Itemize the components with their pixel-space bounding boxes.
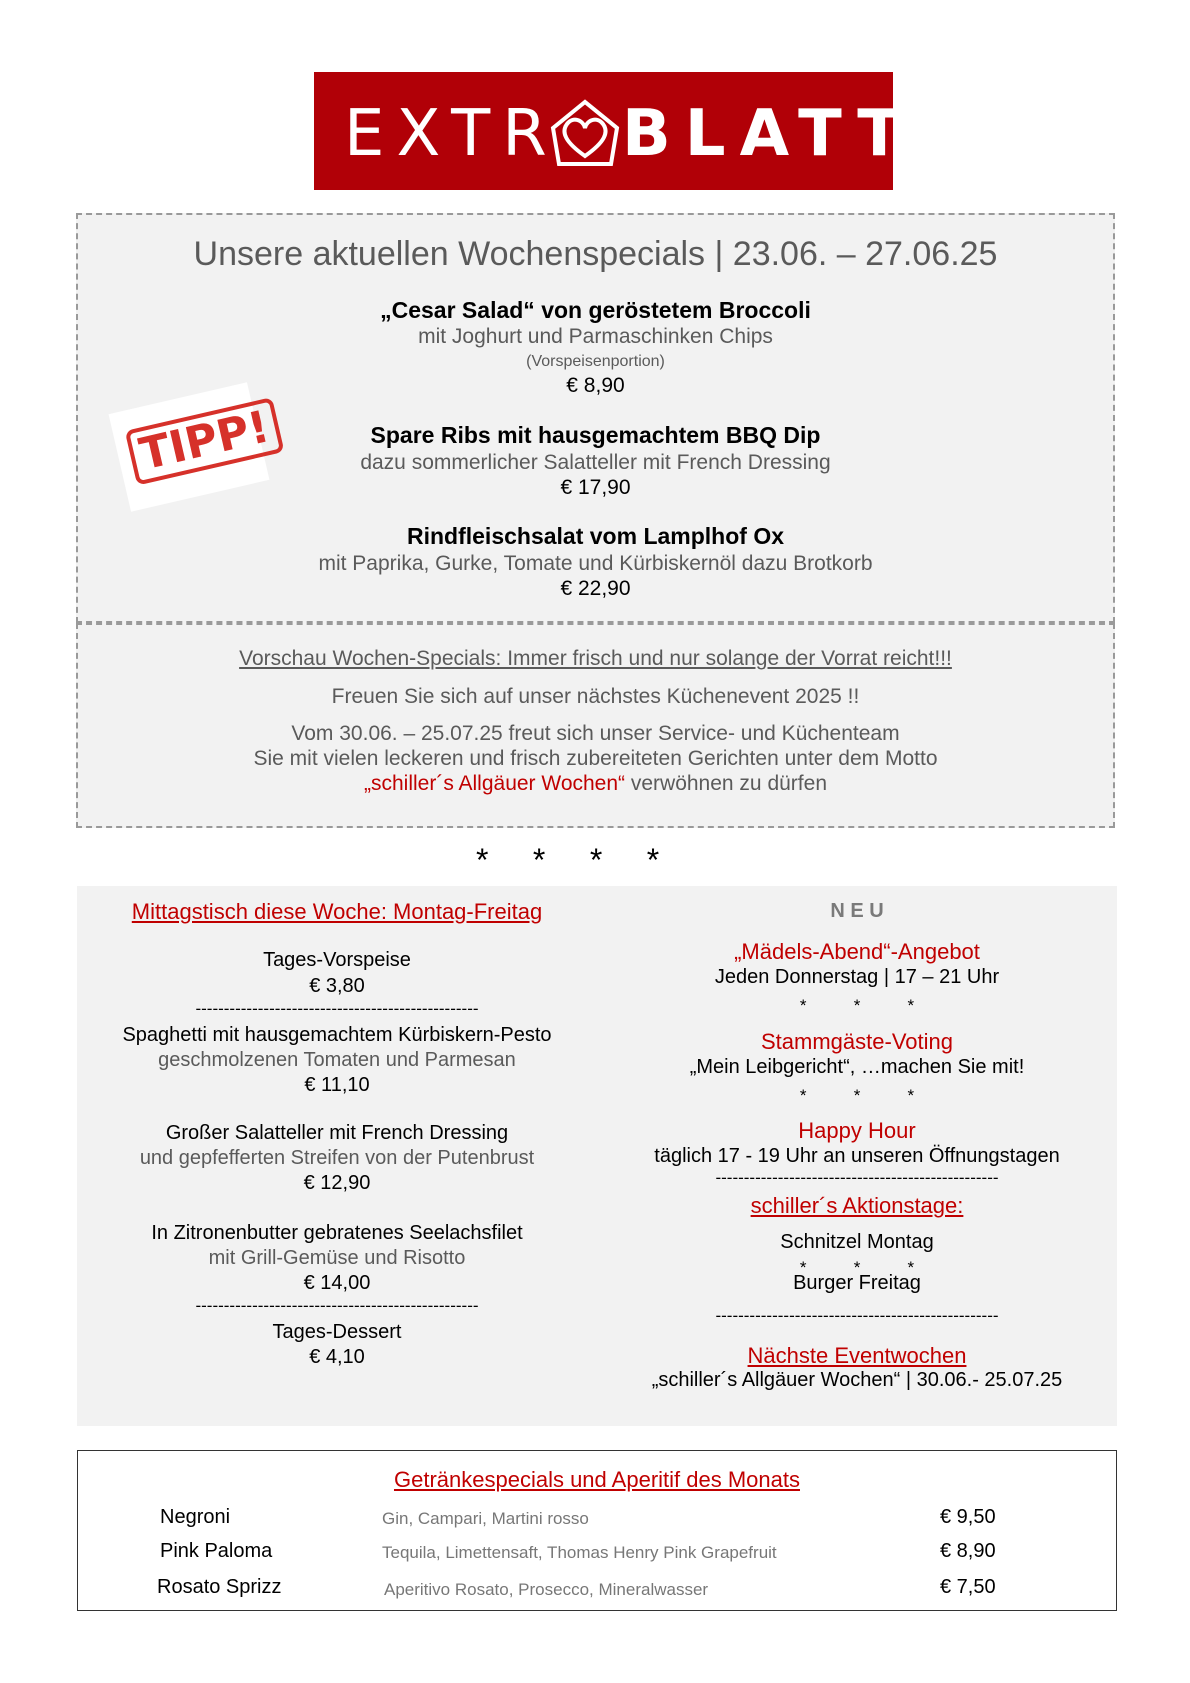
main-desc: und gepfefferten Streifen von der Putenbrust <box>139 1147 535 1169</box>
preview-line: Freuen Sie sich auf unser nächstes Küchenevent 2025 !! <box>331 685 860 708</box>
dish-price: € 8,90 <box>566 374 625 397</box>
drink-name: Pink Paloma <box>160 1540 273 1562</box>
action-title: schiller´s Aktionstage: <box>750 1193 964 1218</box>
lunch-heading: Mittagstisch diese Woche: Montag-Freitag <box>131 899 543 924</box>
drink-desc: Gin, Campari, Martini rosso <box>382 1509 589 1528</box>
news-column <box>597 886 1117 1426</box>
main-desc: mit Grill-Gemüse und Risotto <box>208 1247 466 1269</box>
preview-heading: Vorschau Wochen-Specials: Immer frisch und nur solange der Vorrat reicht!!! <box>239 647 952 670</box>
dish-name: Rindfleischsalat vom Lamplhof Ox <box>406 523 785 549</box>
star-row: * * * <box>799 1258 915 1277</box>
main-name: In Zitronenbutter gebratenes Seelachsfilet <box>151 1222 523 1244</box>
drink-price: € 7,50 <box>940 1576 996 1598</box>
main-name: Großer Salatteller mit French Dressing <box>165 1122 509 1144</box>
lunch-section <box>77 886 1117 1426</box>
drink-name: Negroni <box>160 1506 231 1528</box>
preview-line: Vom 30.06. – 25.07.25 freut sich unser Service- und Küchenteam <box>291 722 900 745</box>
dessert-price: € 4,10 <box>309 1346 365 1368</box>
main-price: € 14,00 <box>303 1272 371 1294</box>
main-price: € 12,90 <box>303 1172 371 1194</box>
star-row: * * * <box>799 1086 915 1105</box>
lunch-column <box>77 886 597 1426</box>
news-label: N E U <box>830 900 884 922</box>
preview-box <box>76 623 1115 828</box>
dish-desc: mit Joghurt und Parmaschinken Chips <box>418 325 773 348</box>
dish-name: „Cesar Salad“ von geröstetem Broccoli <box>380 297 811 323</box>
main-name: Spaghetti mit hausgemachtem Kürbiskern-Pesto <box>122 1024 552 1046</box>
dish-desc: mit Paprika, Gurke, Tomate und Kürbiskernöl dazu Brotkorb <box>318 552 873 575</box>
dish-desc: dazu sommerlicher Salatteller mit French Dressing <box>360 451 831 474</box>
drink-price: € 8,90 <box>940 1540 996 1562</box>
drink-desc: Aperitivo Rosato, Prosecco, Mineralwasser <box>384 1580 709 1599</box>
logo-text-right: BLATT <box>622 97 915 171</box>
action-item: Schnitzel Montag <box>780 1231 934 1253</box>
drinks-box <box>77 1450 1117 1611</box>
preview-line <box>78 772 1113 796</box>
offer-text: Jeden Donnerstag | 17 – 21 Uhr <box>714 966 1000 988</box>
offer-text: „Mein Leibgericht“, …machen Sie mit! <box>689 1056 1025 1078</box>
logo <box>314 72 915 190</box>
drink-price: € 9,50 <box>940 1506 996 1528</box>
dish-price: € 22,90 <box>560 577 631 600</box>
starter-name: Tages-Vorspeise <box>263 949 411 971</box>
dish-price: € 17,90 <box>560 476 631 499</box>
motto-text: „schiller´s Allgäuer Wochen“ <box>363 772 626 795</box>
events-text: „schiller´s Allgäuer Wochen“ | 30.06.- 25.07.25 <box>651 1369 1063 1391</box>
events-title: Nächste Eventwochen <box>747 1343 967 1368</box>
dashed-divider: -------------------------------------------------- <box>715 1168 999 1187</box>
starter-price: € 3,80 <box>309 975 365 997</box>
main-price: € 11,10 <box>304 1074 370 1096</box>
action-item: Burger Freitag <box>793 1272 921 1294</box>
dish-note: (Vorspeisenportion) <box>526 353 665 370</box>
dish-name: Spare Ribs mit hausgemachtem BBQ Dip <box>370 422 821 448</box>
specials-title: Unsere aktuellen Wochenspecials | 23.06. – 27.06.25 <box>193 235 998 273</box>
dessert-name: Tages-Dessert <box>272 1321 402 1343</box>
star-row: * * * <box>799 996 915 1015</box>
dashed-divider: -------------------------------------------------- <box>195 999 479 1018</box>
drinks-heading: Getränkespecials und Aperitif des Monats <box>393 1467 800 1492</box>
dashed-divider: -------------------------------------------------- <box>715 1306 999 1325</box>
main-desc: geschmolzenen Tomaten und Parmesan <box>158 1049 516 1071</box>
offer-text: täglich 17 - 19 Uhr an unseren Öffnungstagen <box>654 1145 1060 1167</box>
stamp-text: TIPP! <box>125 397 285 486</box>
preview-line-rest: verwöhnen zu dürfen <box>625 772 827 795</box>
offer-title: „Mädels-Abend“-Angebot <box>734 939 980 964</box>
preview-line: Sie mit vielen leckeren und frisch zubereiteten Gerichten unter dem Motto <box>253 747 938 770</box>
logo-text-left: EXTR <box>344 97 559 171</box>
offer-title: Stammgäste-Voting <box>761 1029 953 1054</box>
drink-desc: Tequila, Limettensaft, Thomas Henry Pink Grapefruit <box>382 1543 777 1562</box>
star-divider: * * * * <box>476 842 660 878</box>
drink-name: Rosato Sprizz <box>157 1576 282 1598</box>
dashed-divider: -------------------------------------------------- <box>195 1296 479 1315</box>
heart-house-icon <box>547 98 623 168</box>
offer-title: Happy Hour <box>798 1118 916 1143</box>
